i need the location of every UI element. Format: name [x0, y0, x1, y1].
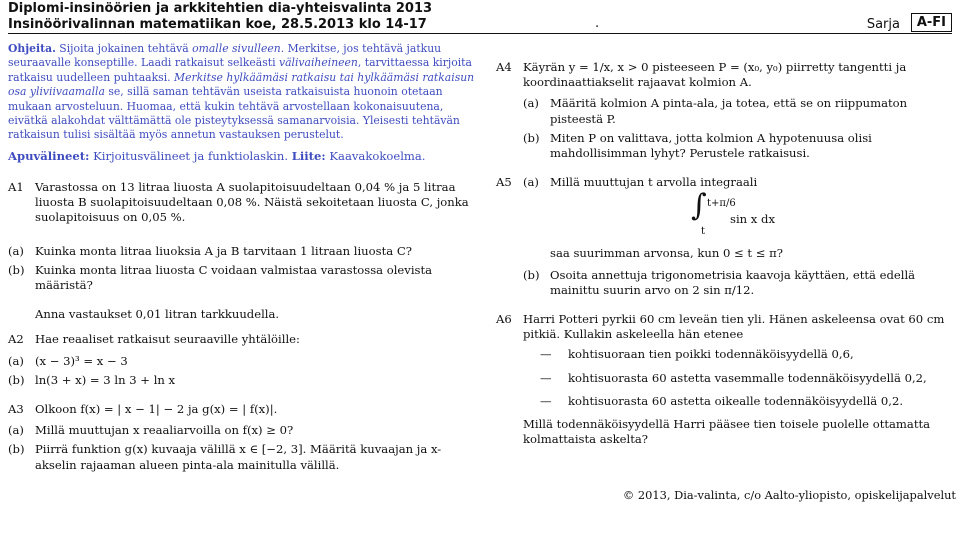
part-label: (b) [8, 262, 25, 277]
part-text: Millä muuttujan t arvolla integraali [550, 175, 758, 190]
problem-a1 [8, 180, 478, 226]
attachment-text: Kaavakokoelma. [325, 148, 426, 163]
list-item: — kohtisuorasta 60 astetta oikealle todennäköisyydellä 0,2. [523, 394, 954, 409]
integral-upper-limit: t+π/6 [707, 198, 736, 210]
instructions-emphasis: välivaiheineen [278, 56, 358, 70]
instructions-lead: Ohjeita. [8, 42, 56, 55]
instructions-text: . Merkitse, jos tehtävä jatkuu seuraavalle konseptille. Laadi ratkaisut selkeästi [8, 42, 442, 70]
instructions-text: Sijoita jokainen tehtävä [55, 42, 193, 55]
problem-a1-part-b [8, 263, 478, 293]
problem-label: A2 [8, 332, 24, 347]
part-label: (b) [523, 267, 540, 282]
integrand: sin x dx [730, 212, 775, 227]
series-label: Sarja [866, 17, 900, 32]
problem-label: A3 [8, 402, 24, 417]
part-text: Piirrä funktion g(x) kuvaaja välillä x ∈ [−2, 3]. Määritä kuvaajan ja x-akselin rajaaman alueen pinta-ala mainitulla välillä. [35, 442, 442, 472]
tools-label: Apuvälineet: [8, 148, 90, 163]
part-label: (a) [523, 96, 539, 111]
header-rule [8, 33, 952, 34]
problem-a2-part-a [8, 354, 478, 369]
problem-a5-continuation: saa suurimman arvonsa, kun 0 ≤ t ≤ π? [550, 246, 784, 261]
problem-text: Harri Potteri pyrkii 60 cm leveän tien yli. Hänen askeleensa ovat 60 cm pitkiä. Kullakin askeleella hän etenee [523, 312, 945, 342]
part-text: ln(3 + x) = 3 ln 3 + ln x [35, 372, 176, 387]
instructions [8, 42, 478, 143]
problem-a4 [496, 60, 954, 90]
problem-label: A6 [496, 312, 512, 327]
integral-expression [496, 188, 954, 238]
list-item: — kohtisuoraan tien poikki todennäköisyydellä 0,6, [523, 347, 954, 362]
instructions-text: , tarvittaessa kirjoita ratkaisu uudelleen puhtaaksi. [8, 56, 472, 84]
part-text: Kuinka monta litraa liuoksia A ja B tarvitaan 1 litraan liuosta C? [35, 243, 412, 258]
part-label: (a) [8, 243, 24, 258]
problem-a4-part-a [523, 96, 954, 126]
problem-label: A4 [496, 60, 512, 74]
problem-a6 [496, 312, 954, 447]
part-label: (a) [523, 175, 539, 190]
problem-a1-part-a [8, 244, 478, 259]
instructions-emphasis: omalle sivulleen [192, 42, 281, 55]
problem-label: A1 [8, 180, 24, 195]
problem-text: Hae reaaliset ratkaisut seuraaville yhtälöille: [35, 332, 300, 347]
list-item: — kohtisuorasta 60 astetta vasemmalle todennäköisyydellä 0,2, [523, 371, 954, 386]
problem-text: Käyrän y = 1/x, x > 0 pisteeseen P = (x₀, y₀) piirretty tangentti ja koordinaattiakselit rajaavat kolmion A. [523, 60, 907, 90]
part-text: Määritä kolmion A pinta-ala, ja totea, että se on riippumaton pisteestä P. [550, 96, 908, 126]
left-column [8, 42, 478, 477]
part-label: (b) [8, 442, 25, 457]
problem-a2 [8, 332, 478, 347]
problem-text: Varastossa on 13 litraa liuosta A suolapitoisuudeltaan 0,04 % ja 5 litraa liuosta B suolapitoisuudeltaan 0,08 %. Näistä sekoitetaan liuosta C, jonka suolapitoisuus on 0,05 %. [35, 180, 469, 225]
problem-label: A5 [496, 175, 512, 190]
problem-a3-part-b [8, 442, 478, 472]
tools-text: Kirjoitusvälineet ja funktiolaskin. [89, 148, 292, 163]
part-text: Millä muuttujan x reaaliarvoilla on f(x) ≥ 0? [35, 423, 294, 438]
page-header [8, 0, 952, 32]
header-dot: . [595, 16, 600, 31]
attachment-label: Liite: [291, 148, 326, 163]
problem-a5-part-a [523, 175, 954, 190]
problem-a3 [8, 402, 478, 417]
problem-a5-part-b [523, 268, 954, 298]
series-badge: A-FI [911, 13, 952, 32]
problem-question: Millä todennäköisyydellä Harri pääsee tien toisele puolelle ottamatta kolmattaista askelta? [523, 417, 931, 447]
part-text: (x − 3)³ = x − 3 [35, 353, 128, 368]
instructions-text: se, sillä saman tehtävän useista ratkaisuista huonoin otetaan mukaan arvosteluun. Huomaa, että kukin tehtävä arvostellaan kokonaisuutena, eivätkä alakohdat välttämättä ole pisteytyksessä samanarvoisia. Yleisesti tehtävän ratkaisun tulisi sisältää myös annetun vastauksen perustelut. [8, 85, 460, 142]
instructions-emphasis: Merkitse hylkäämäsi ratkaisu tai hylkäämäsi ratkaisun osa yliviivaamalla [8, 70, 475, 99]
header-line-2: Insinöörivalinnan matematiikan koe, 28.5.2013 klo 14-17 [8, 17, 427, 32]
header-line-1: Diplomi-insinöörien ja arkkitehtien dia-yhteisvalinta 2013 [8, 1, 433, 16]
right-column [496, 60, 954, 453]
part-label: (b) [8, 372, 25, 387]
problem-a4-part-b [523, 131, 954, 161]
problem-a5 [496, 175, 954, 190]
integral-lower-limit: t [701, 226, 706, 238]
part-text: Miten P on valittava, jotta kolmion A hypotenuusa olisi mahdollisimman lyhyt? Perustele ratkaisusi. [550, 130, 872, 161]
part-text: Osoita annettuja trigonometrisia kaavoja käyttäen, että edellä mainittu suurin arvo on 2 sin π/12. [550, 267, 916, 297]
integral-sign: ∫ [691, 188, 707, 224]
part-text: Kuinka monta litraa liuosta C voidaan valmistaa varastossa olevista määristä? [35, 262, 433, 293]
problem-a2-part-b [8, 373, 478, 388]
copyright-notice: © 2013, Dia-valinta, c/o Aalto-yliopisto, opiskelijapalvelut [622, 488, 956, 502]
problem-a3-part-a [8, 423, 478, 438]
part-label: (a) [8, 353, 24, 368]
part-label: (a) [8, 423, 24, 438]
part-label: (b) [523, 130, 540, 145]
problem-a1-answer-note: Anna vastaukset 0,01 litran tarkkuudella. [35, 307, 280, 322]
problem-text: Olkoon f(x) = | x − 1| − 2 ja g(x) = | f(x)|. [35, 402, 278, 417]
tools-line [8, 149, 478, 164]
